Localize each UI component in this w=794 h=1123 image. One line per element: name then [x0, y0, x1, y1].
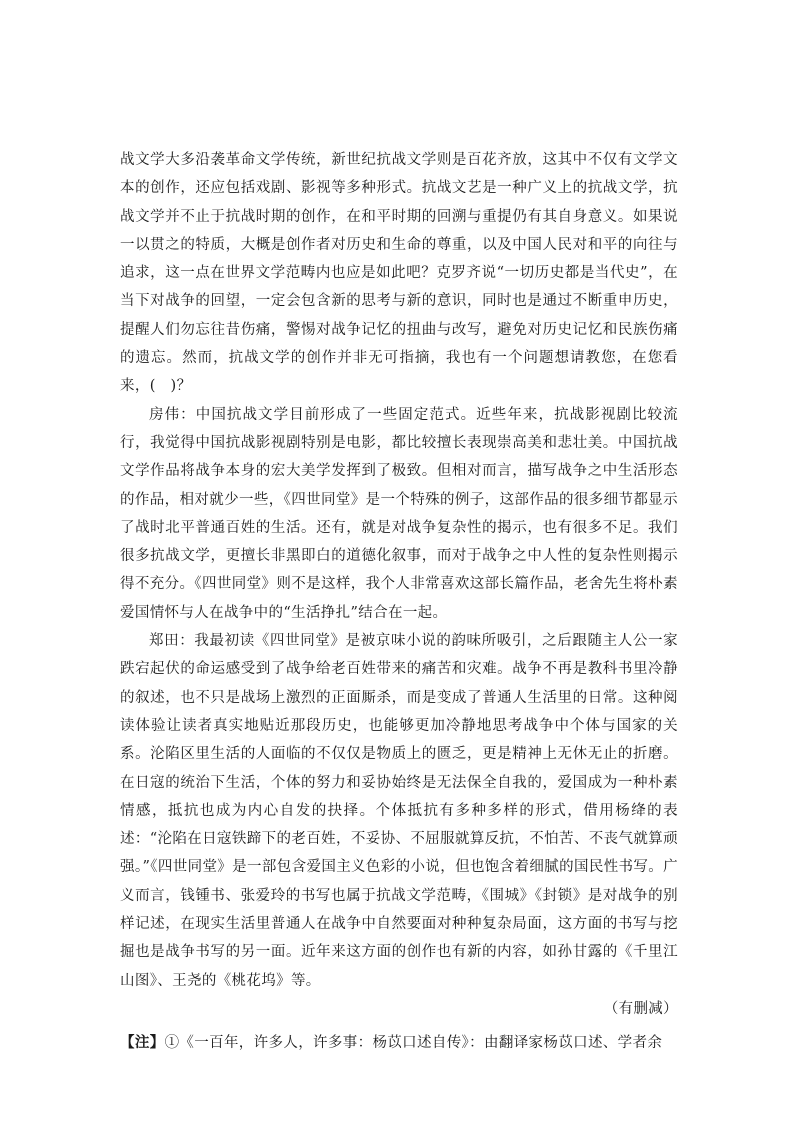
paragraph-2: 房伟：中国抗战文学目前形成了一些固定范式。近些年来，抗战影视剧比较流行，我觉得中国抗战影视剧特别是电影，都比较擅长表现崇高美和悲壮美。中国抗战文学作品将战争本身的宏大美学发挥到了极致。但相对而言，描写战争之中生活形态的作品，相对就少一些，《四世同堂》是一个特殊的例子，这部作品的很多细节都显示了战时北平普通百姓的生活。还有，就是对战争复杂性的揭示，也有很多不足。我们很多抗战文学，更擅长非黑即白的道德化叙事，而对于战争之中人性的复杂性则揭示得不充分。《四世同堂》则不是这样，我个人非常喜欢这部长篇作品，老舍先生将朴素爱国情怀与人在战争中的“生活挣扎”结合在一起。: [120, 406, 678, 621]
footnote-tag: 【注】: [120, 1034, 165, 1052]
paragraph-3: 郑田：我最初读《四世同堂》是被京味小说的韵味所吸引，之后跟随主人公一家跌宕起伏的命运感受到了战争给老百姓带来的痛苦和灾难。战争不再是教科书里冷静的叙述，也不只是战场上激烈的正面厮杀，而是变成了普通人生活里的日常。这种阅读体验让读者真实地贴近那段历史，也能够更加冷静地思考战争中个体与国家的关系。沦陷区里生活的人面临的不仅仅是物质上的匮乏，更是精神上无休无止的折磨。在日寇的统治下生活，个体的努力和妥协始终是无法保全自我的，爱国成为一种朴素情感，抵抗也成为内心自发的抉择。个体抵抗有多种多样的形式，借用杨绛的表述：“沦陷在日寇铁蹄下的老百姓，不妥协、不屈服就算反抗，不怕苦、不丧气就算顽强。”《四世同堂》是一部包含爱国主义色彩的小说，但也饱含着细腻的国民性书写。广义而言，钱锺书、张爱玲的书写也属于抗战文学范畴，《围城》《封锁》是对战争的别样记述，在现实生活里普通人在战争中自然要面对种种复杂局面，这方面的书写与挖掘也是战争书写的另一面。近年来这方面的创作也有新的内容，如孙甘露的《千里江山图》、王尧的《桃花坞》等。: [120, 633, 678, 989]
source-note: （有删减）: [603, 1000, 678, 1017]
footnote-text: ①《一百年，许多人，许多事：杨苡口述自传》：由翻译家杨苡口述、学者余: [164, 1035, 663, 1052]
article-body: [120, 146, 678, 1058]
footnote: [120, 1029, 678, 1057]
paragraph-1: 战文学大多沿袭革命文学传统，新世纪抗战文学则是百花齐放，这其中不仅有文学文本的创作，还应包括戏剧、影视等多种形式。抗战文艺是一种广义上的抗战文学，抗战文学并不止于抗战时期的创作，在和平时期的回溯与重提仍有其自身意义。如果说一以贯之的特质，大概是创作者对历史和生命的尊重，以及中国人民对和平的向往与追求，这一点在世界文学范畴内也应是如此吧？克罗齐说“一切历史都是当代史”，在当下对战争的回望，一定会包含新的思考与新的意识，同时也是通过不断重申历史，提醒人们勿忘往昔伤痛，警惕对战争记忆的扭曲与改写，避免对历史记忆和民族伤痛的遗忘。然而，抗战文学的创作并非无可指摘，我也有一个问题想请教您，在您看来，( )？: [120, 152, 678, 395]
